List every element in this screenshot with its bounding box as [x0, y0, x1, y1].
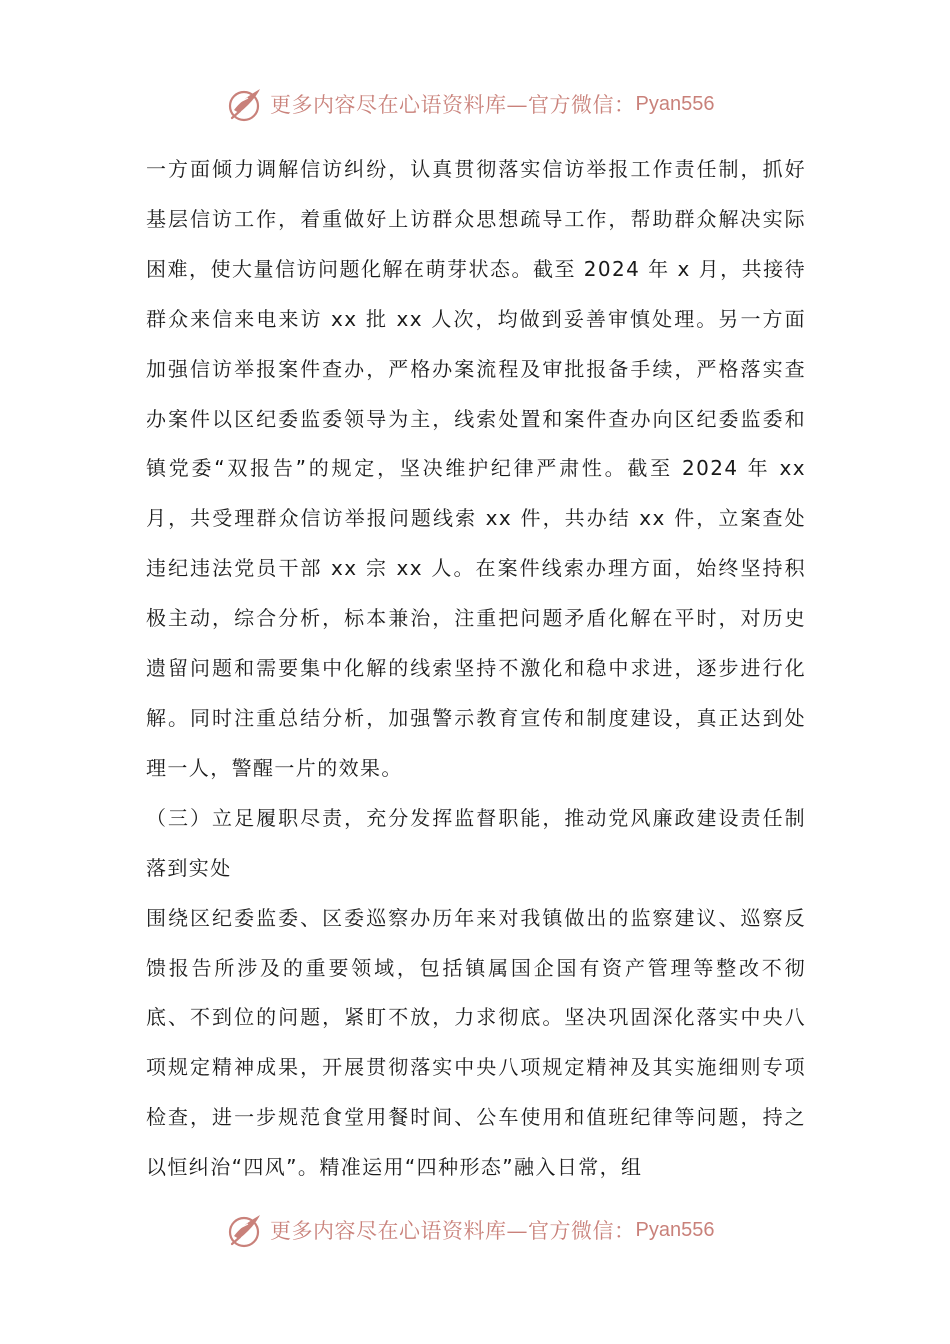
document-body	[146, 145, 806, 1193]
quill-seal-logo-icon	[226, 1210, 266, 1250]
footer-watermark	[226, 1208, 714, 1252]
body-paragraph: 一方面倾力调解信访纠纷，认真贯彻落实信访举报工作责任制，抓好基层信访工作，着重做好上访群众思想疏导工作，帮助群众解决实际困难，使大量信访问题化解在萌芽状态。截至 2024 年 x 月，共接待群众来信来电来访 xx 批 xx 人次，均做到妥善审慎处理。另一方面加强信访举报案件查办，严格办案流程及审批报备手续，严格落实查办案件以区纪委监委领导为主，线索处置和案件查办向区纪委监委和镇党委“双报告”的规定，坚决维护纪律严肃性。截至 2024 年 xx 月，共受理群众信访举报问题线索 xx 件，共办结 xx 件，立案查处违纪违法党员干部 xx 宗 xx 人。在案件线索办理方面，始终坚持积极主动，综合分析，标本兼治，注重把问题矛盾化解在平时，对历史遗留问题和需要集中化解的线索坚持不激化和稳中求进，逐步进行化解。同时注重总结分析，加强警示教育宣传和制度建设，真正达到处理一人，警醒一片的效果。	[146, 157, 806, 780]
watermark-text: 更多内容尽在心语资料库—官方微信：	[270, 1219, 636, 1243]
watermark-text: 更多内容尽在心语资料库—官方微信：	[270, 93, 636, 117]
watermark-wechat-id: Pyan556	[635, 92, 715, 115]
quill-seal-logo-icon	[226, 84, 266, 124]
body-paragraph: 围绕区纪委监委、区委巡察办历年来对我镇做出的监察建议、巡察反馈报告所涉及的重要领域，包括镇属国企国有资产管理等整改不彻底、不到位的问题，紧盯不放，力求彻底。坚决巩固深化落实中央八项规定精神成果，开展贯彻落实中央八项规定精神及其实施细则专项检查，进一步规范食堂用餐时间、公车使用和值班纪律等问题，持之以恒纠治“四风”。精准运用“四种形态”融入日常，组	[146, 905, 806, 1180]
header-watermark	[226, 82, 714, 126]
section-heading: （三）立足履职尽责，充分发挥监督职能，推动党风廉政建设责任制落到实处	[146, 805, 806, 880]
watermark-wechat-id: Pyan556	[635, 1218, 715, 1241]
